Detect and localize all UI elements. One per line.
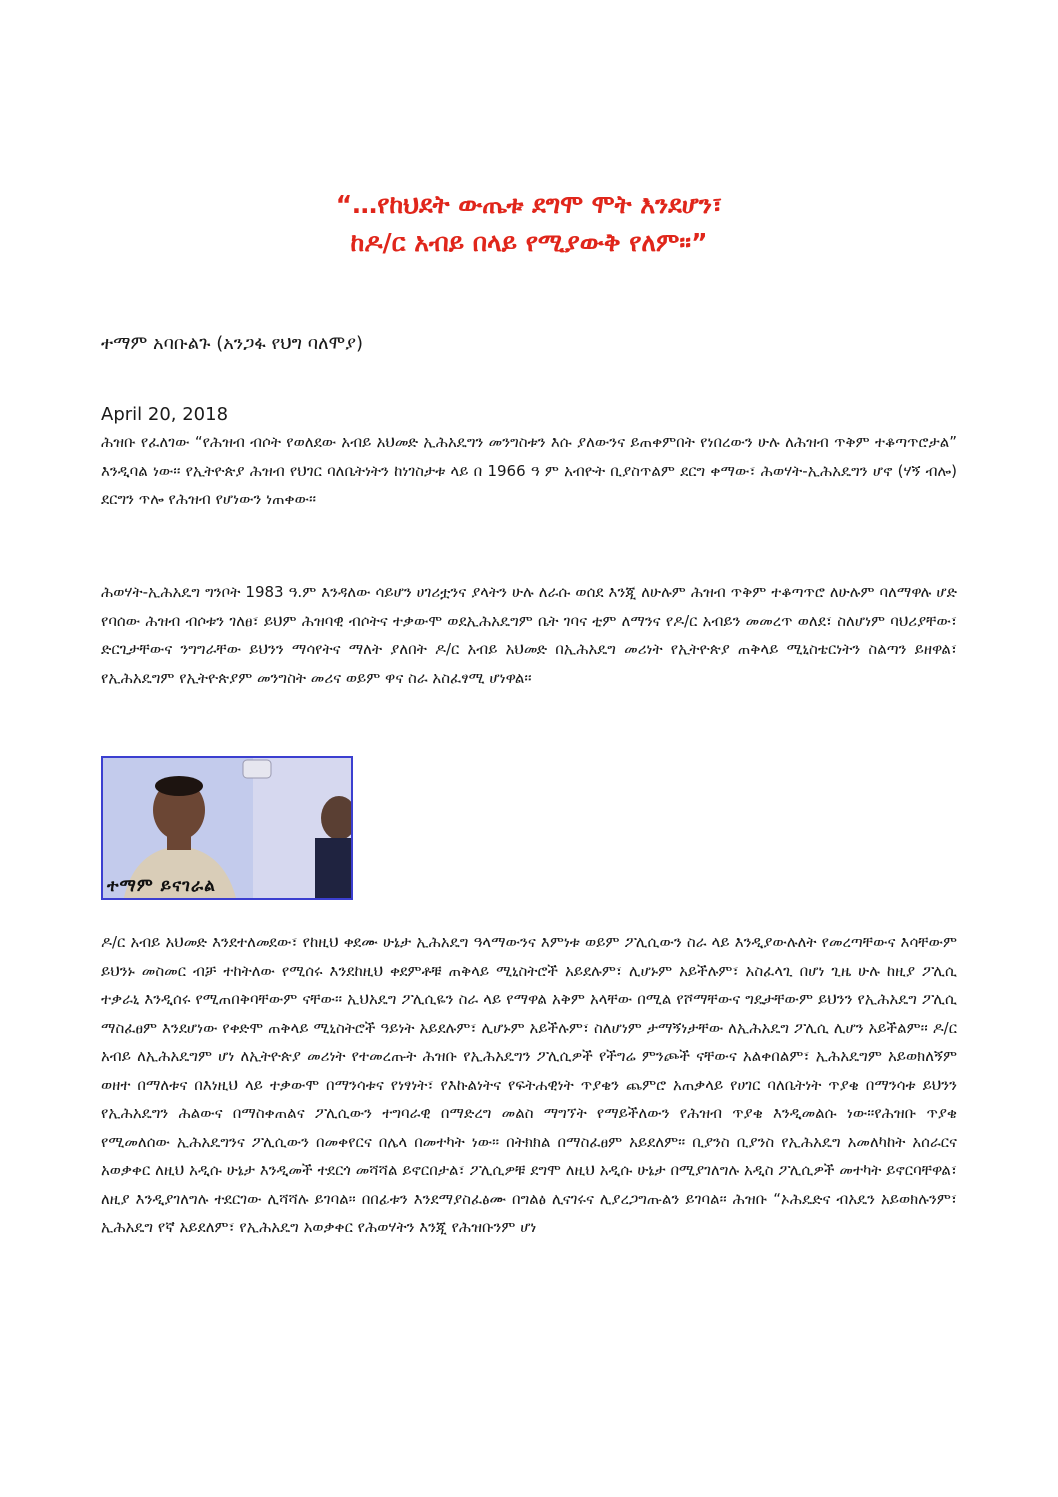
photo-caption: ተማም ይናገራል [107, 876, 216, 896]
article-title-line-1: “…የከህደት ውጤቱ ደግሞ ሞት እንደሆን፣ [335, 190, 723, 219]
paragraph-1: ሕዝቡ የፈለገው “የሕዝብ ብሶት የወለደው አብይ አህመድ ኢሕአዴግን መንግስቱን እሱ ያለውንና ይጠቀምበት የነበረውን ሁሉ ለሕዝብ ጥቅም ተቆጣጥሮታል” እንዲባል ነው፡፡ የኢትዮጵያ ሕዝብ የህገር ባለቤትነትን ከነገስታቱ ላይ በ 1966 ዓ ም አብዮት ቢያስጥልም ደርግ ቀማው፣ ሕወሃት-ኢሕአዴግን ሆኖ (ሃኝ ብሎ) ደርግን ጥሎ የሕዝብ የሆነውን ነጠቀው፡፡ [101, 433, 957, 508]
publish-date: April 20, 2018 [101, 404, 229, 425]
author-byline: ተማም አባቡልጉ (አንጋፋ የህግ ባለሞያ) [101, 333, 364, 354]
author-photo [101, 756, 353, 900]
article-title-line-2: ከዶ/ር አብይ በላይ የሚያውቅ የለም።” [350, 228, 708, 257]
paragraph-3: ዶ/ር አብይ አህመድ እንደተለመደው፣ የከዚህ ቀደሙ ሁኔታ ኢሕአዴግ ዓላማውንና እምነቱ ወይም ፖሊሲውን ስራ ላይ እንዲያውሉለት የመረጣቸውና እሳቸውም ይህንኑ መስመር ብቻ ተከትለው የሚሰሩ እንደከዚህ ቀደምቶቹ ጠቅላይ ሚኒስትሮች አይደሉም፣ ሊሆኑም አይችሉም፣ አስፈላጊ በሆነ ጊዜ ሁሉ ከዚያ ፖሊሲ ተቃራኒ እንዲሰሩ የሚጠበቅባቸውም ናቸው፡፡ ኢህአዴግ ፖሊሲዬን ስራ ላይ የማዋል አቅም አላቸው በሚል የሾማቸውና ግዴታቸውም ይህንን የኢሕአዴግ ፖሊሲ ማስፈፀም እንደሆነው የቀድሞ ጠቅላይ ሚኒስትሮች ዓይነት አይደሉም፣ ሊሆኑም አይችሉም፣ ስለሆነም ታማኝነታቸው ለኢሕአዴግ ፖሊሲ ሊሆን አይችልም፡፡ ዶ/ር አብይ ለኢሕአዴግም ሆነ ለኢትዮጵያ መሪነት የተመረጡት ሕዝቡ የኢሕአዴግን ፖሊሲዎች የችግሬ ምንጮች ናቸውና አልቀበልም፣ ኢሕአዴግም አይወክለኝም ወዘተ በማለቱና በእነዚህ ላይ ተቃውሞ በማንሳቱና የነፃነት፣ የእኩልነትና የፍትሐዊነት ጥያቄን ጨምሮ አጠቃላይ የሀገር ባለቤትነት ጥያቄ በማንሳቱ ይህንን የኢሕአዴግን ሕልውና በማስቀጠልና ፖሊሲውን ተግባራዊ በማድረግ መልስ ማግኘት የማይችለውን የሕዝብ ጥያቄ እንዲመልሱ ነው፡፡የሕዝቡ ጥያቄ የሚመለሰው ኢሕአዴግንና ፖሊሲውን በመቀየርና በሌላ በመተካት ነው። በትክክል በማስፈፀም አይደለም፡፡ ቢያንስ ቢያንስ የኢሕአዴግ አመለካከት አሰራርና አወቃቀር ለዚህ አዲሱ ሁኔታ እንዲመች ተደርጎ መሻሻል ይኖርበታል፣ ፖሊሲዎቹ ደግሞ ለዚህ አዲሱ ሁኔታ በሚያገለግሉ አዲስ ፖሊሲዎች መተካት ይኖርባቸዋል፣ ለዚያ እንዲያገለግሉ ተደርገው ሊሻሻሉ ይገባል። በበፊቱን እንደማያስፈፅሙ በግልፅ ሊናገሩና ሊያረጋግጡልን ይገባል፡፡ ሕዝቡ “ኦሕዴድና ብአዴን አይወክሉንም፣ ኢሕአዴግ የኛ አይደለም፣ የኢሕአዴግ አወቃቀር የሕወሃትን እንጂ የሕዝቡንም ሆነ [101, 933, 957, 1236]
paragraph-2: ሕወሃት-ኢሕአዴግ ግንቦት 1983 ዓ.ም እንዳለው ሳይሆን ሀገሪቷንና ያላትን ሁሉ ለራሱ ወሰደ እንጂ ለሁሉም ሕዝብ ጥቅም ተቆጣጥሮ ለሁሉም ባለማዋሉ ሆድ የባሰው ሕዝብ ብሶቱን ገለፀ፣ ይህም ሕዝባዊ ብሶትና ተቃውሞ ወደኢሕአዴግም ቤት ገባና ቲም ለማንና የዶ/ር አብይን መመረጥ ወለደ፣ ስለሆነም ባህሪያቸው፣ ድርጊታቸውና ንግግራቸው ይህንን ማሳየትና ማለት ያለበት ዶ/ር አብይ አህመድ በኢሕአዴግ መሪነት የኢትዮጵያ ጠቅላይ ሚኒስቴርነትን ስልጣን ይዘዋል፣ የኢሕአዴግም የኢትዮጵያም መንግስት መሪና ወይም ዋና ስራ አስፈፃሚ ሆነዋል፡፡ [101, 583, 957, 687]
